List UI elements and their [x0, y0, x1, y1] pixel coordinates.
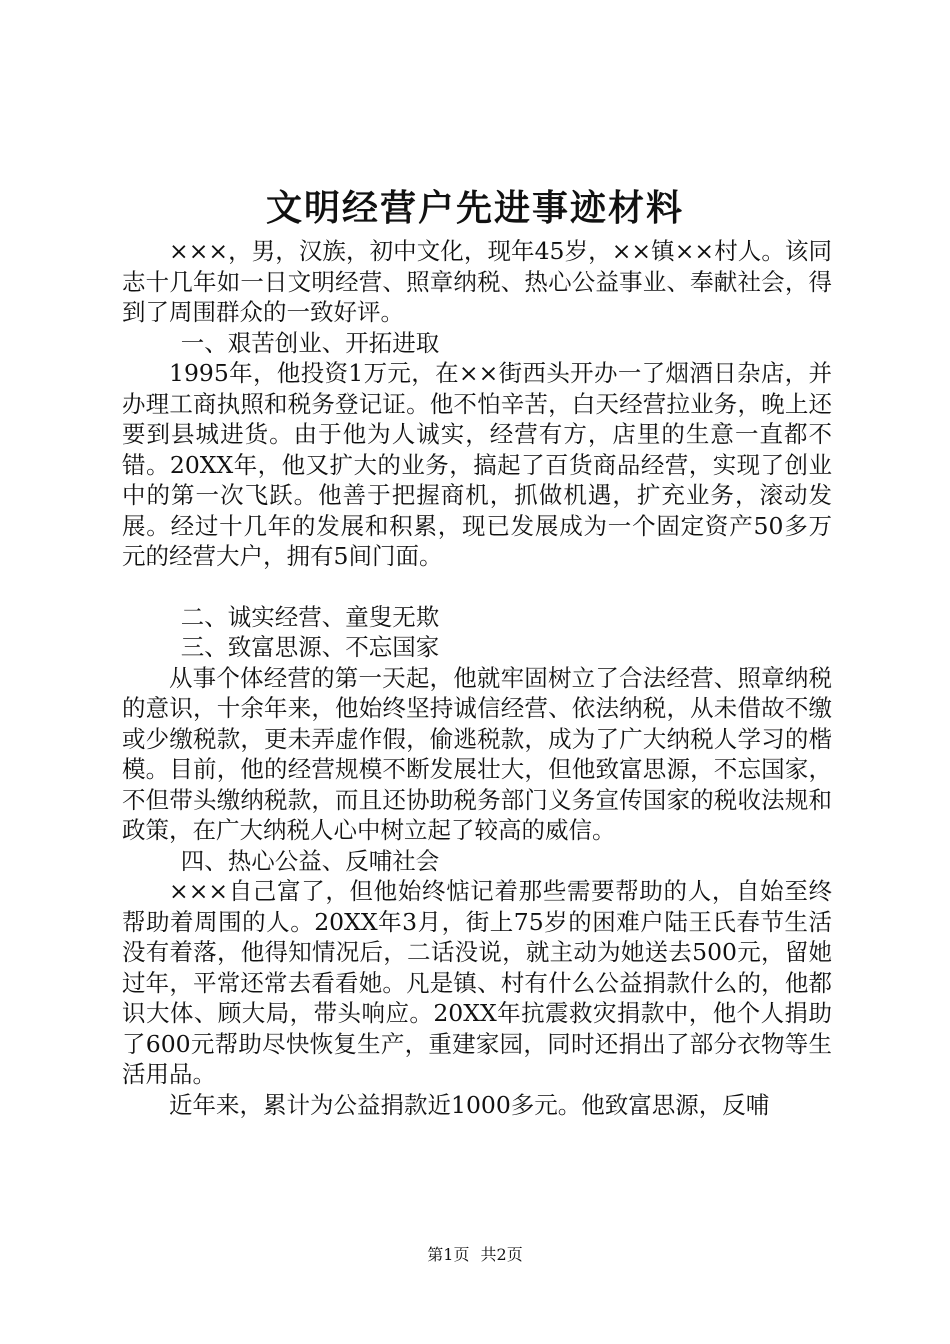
- paragraph-section-1: 1995年，他投资1万元，在××街西头开办一了烟酒日杂店，并办理工商执照和税务登记证。他不怕辛苦，白天经营拉业务，晚上还要到县城进货。由于他为人诚实，经营有方，店里的生意一直都不错。20XX年，他又扩大的业务，搞起了百货商品经营，实现了创业中的第一次飞跃。他善于把握商机，抓做机遇，扩充业务，滚动发展。经过十几年的发展和积累，现已发展成为一个固定资产50多万元的经营大户，拥有5间门面。: [122, 359, 832, 570]
- blank-line: [122, 572, 832, 602]
- page-number: 第1页: [427, 1245, 470, 1264]
- document-title: 文明经营户先进事迹材料: [265, 187, 684, 229]
- paragraph-section-4: ×××自己富了，但他始终惦记着那些需要帮助的人，自始至终帮助着周围的人。20XX年3月，街上75岁的困难户陆王氏春节生活没有着落，他得知情况后，二话没说，就主动为她送去500元，留她过年，平常还常去看看她。凡是镇、村有什么公益捐款什么的，他都识大体、顾大局，带头响应。20XX年抗震救灾捐款中，他个人捐助了600元帮助尽快恢复生产，重建家园，同时还捐出了部分衣物等生活用品。: [122, 877, 832, 1088]
- section-heading-4: 四、热心公益、反哺社会: [180, 846, 440, 875]
- section-heading-2: 二、诚实经营、童叟无欺: [180, 602, 440, 631]
- page-total: 共2页: [480, 1245, 523, 1264]
- paragraph-closing: 近年来，累计为公益捐款近1000多元。他致富思源，反哺: [169, 1090, 770, 1119]
- paragraph-section-3: 从事个体经营的第一天起，他就牢固树立了合法经营、照章纳税的意识，十余年来，他始终坚持诚信经营、依法纳税，从未借故不缴或少缴税款，更未弄虚作假，偷逃税款，成为了广大纳税人学习的楷模。目前，他的经营规模不断发展壮大，但他致富思源，不忘国家，不但带头缴纳税款，而且还协助税务部门义务宣传国家的税收法规和政策，在广大纳税人心中树立起了较高的威信。: [122, 663, 832, 844]
- paragraph-intro: ×××，男，汉族，初中文化，现年45岁，××镇××村人。该同志十几年如一日文明经营、照章纳税、热心公益事业、奉献社会，得到了周围群众的一致好评。: [122, 237, 832, 326]
- section-heading-3: 三、致富思源、不忘国家: [180, 633, 440, 661]
- page-footer: [0, 1245, 950, 1265]
- document-body: [122, 236, 832, 1120]
- section-heading-1: 一、艰苦创业、开拓进取: [180, 328, 440, 357]
